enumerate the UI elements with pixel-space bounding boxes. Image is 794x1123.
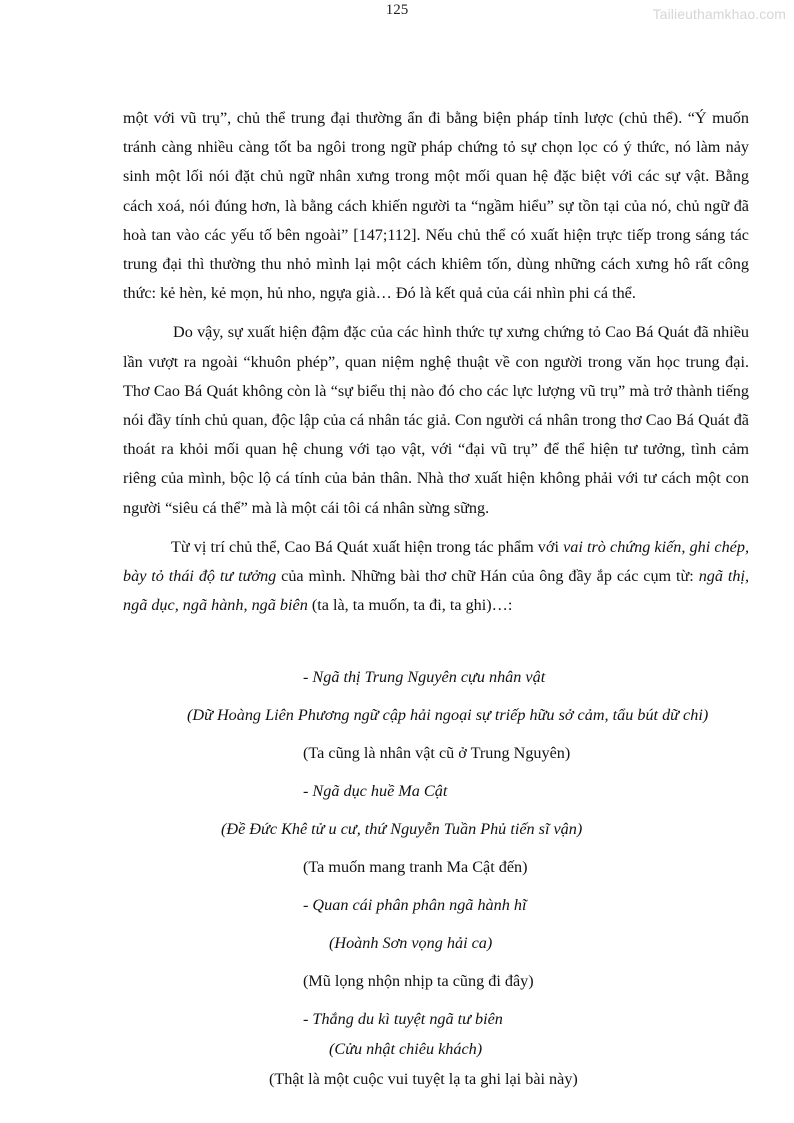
verse-translation: (Ta muốn mang tranh Ma Cật đến): [303, 858, 528, 876]
page-number: 125: [385, 2, 409, 18]
verse-source: (Cửu nhật chiêu khách): [329, 1040, 483, 1058]
paragraph-3-emphasis: vai trò chứng kiến, ghi chép, bày tỏ thái độ tư tưởng: [123, 537, 749, 586]
verse-source: (Dữ Hoàng Liên Phương ngữ cập hải ngoại sự triếp hữu sở cảm, tẩu bút dữ chi): [187, 706, 709, 724]
watermark: Tailieuthamkhao.com: [652, 6, 786, 22]
verse-translation: (Thật là một cuộc vui tuyệt lạ ta ghi lại bài này): [269, 1070, 578, 1088]
paragraph-3-text: (ta là, ta muốn, ta đi, ta ghi)…:: [307, 596, 513, 615]
verse-line: - Thắng du kì tuyệt ngã tư biên: [303, 1010, 503, 1028]
verse-line: - Ngã thị Trung Nguyên cựu nhân vật: [303, 668, 546, 686]
verse-translation: (Ta cũng là nhân vật cũ ở Trung Nguyên): [303, 744, 571, 762]
verse-line: - Ngã dục huề Ma Cật: [303, 782, 448, 800]
paragraph-3-phrases: ngã thị, ngã dục, ngã hành, ngã biên: [123, 567, 749, 615]
paragraph-3-text: của mình. Những bài thơ chữ Hán của ông đầy ắp các cụm từ:: [276, 567, 699, 586]
paragraph-2: Do vậy, sự xuất hiện đậm đặc của các hình thức tự xưng chứng tỏ Cao Bá Quát đã nhiều lần vượt ra ngoài “khuôn phép”, quan niệm nghệ thuật về con người trong văn học trung đại. Thơ Cao Bá Quát không còn là “sự biểu thị nào đó cho các lực lượng vũ trụ” mà trở thành tiếng nói đầy tính chủ quan, độc lập của cá nhân tác giả. Con người cá nhân trong thơ Cao Bá Quát đã thoát ra khỏi mối quan hệ chung với tạo vật, với “đại vũ trụ” để thể hiện tư tưởng, tình cảm riêng của mình, bộc lộ cá tính của bản thân. Nhà thơ xuất hiện không phải với tư cách một con người “siêu cá thể” mà là một cái tôi cá nhân sừng sững.: [123, 323, 749, 517]
paragraph-3: [123, 533, 749, 621]
verse-translation: (Mũ lọng nhộn nhịp ta cũng đi đây): [303, 972, 534, 990]
verse-source: (Hoành Sơn vọng hải ca): [329, 934, 493, 952]
paragraph-1: một với vũ trụ”, chủ thể trung đại thường ẩn đi bằng biện pháp tỉnh lược (chủ thể). “Ý muốn tránh càng nhiều càng tốt ba ngôi trong ngữ pháp chứng tỏ sự chọn lọc có ý thức, nó làm nảy sinh một lối nói đặt chủ ngữ nhân xưng trong một mối quan hệ đặc biệt với các sự vật. Bằng cách xoá, nói đúng hơn, là bằng cách khiến người ta “ngầm hiểu” sự tồn tại của nó, chủ ngữ đã hoà tan vào các yếu tố bên ngoài” [147;112]. Nếu chủ thể có xuất hiện trực tiếp trong sáng tác trung đại thì thường thu nhỏ mình lại một cách khiêm tốn, dùng những cách xưng hô rất công thức: kẻ hèn, kẻ mọn, hủ nho, ngựa già… Đó là kết quả của cái nhìn phi cá thể.: [123, 109, 749, 303]
body-text: [123, 104, 749, 630]
verse-line: - Quan cái phân phân ngã hành hĩ: [303, 896, 527, 914]
verse-source: (Đề Đức Khê tử u cư, thứ Nguyễn Tuần Phủ tiến sĩ vận): [221, 820, 583, 838]
paragraph-3-text: Từ vị trí chủ thể, Cao Bá Quát xuất hiện trong tác phẩm với: [171, 537, 564, 556]
